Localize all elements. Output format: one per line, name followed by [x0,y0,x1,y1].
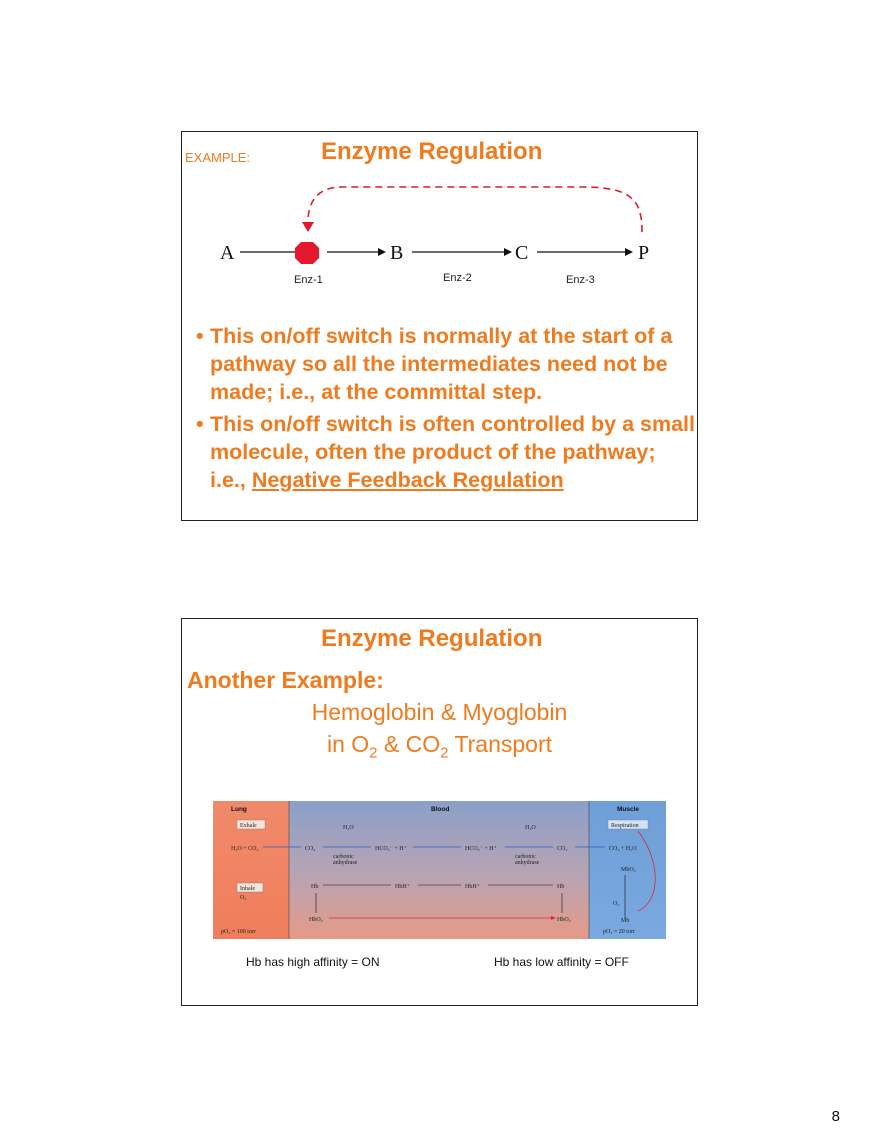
stop-octagon-icon [295,242,319,264]
h2o-co2-lung: H₂O + CO₂ [231,846,259,852]
arrowhead-enz3 [625,248,633,256]
slide-enzyme-regulation-1 [181,131,698,521]
co2-h2o-muscle: CO₂ + H₂O [609,846,637,852]
slide2-title: Enzyme Regulation [321,625,543,652]
hco3-left: HCO₃⁻ + H⁺ [375,846,407,852]
node-b: B [390,242,404,264]
enz-2-label: Enz-2 [443,272,472,284]
bullet-item: • This on/off switch is normally at the start of a pathway so all the intermediates need not be made; i.e., at the committal step. [196,322,696,406]
caption-low-affinity: Hb has low affinity = OFF [494,955,629,969]
carbonic-right: carbonic [515,854,536,860]
enz-1-label: Enz-1 [294,274,323,286]
co2-left: CO₂ [305,846,316,852]
bullet-item: • This on/off switch is often controlled by a small molecule, often the product of the pathway; i.e., Negative Feedback Regulation [196,412,695,492]
respiration-label: Respiration [611,823,639,829]
exhale-label: Exhale [240,823,257,829]
example-label: EXAMPLE: [185,150,251,165]
hbh-left: HbH⁺ [395,884,410,890]
bullet-text: This on/off switch is normally at the start of a pathway so all the intermediates need not be made; i.e., at the committal step. [210,324,673,404]
slide1-title: Enzyme Regulation [321,138,543,165]
h2o-right: H₂O [525,825,536,831]
page-number: 8 [831,1108,840,1125]
hbh-right: HbH⁺ [465,884,480,890]
feedback-arrowhead [302,222,314,232]
transport-line-part: Transport [448,731,553,757]
node-p: P [638,242,650,264]
bullet-list [196,322,696,498]
node-c: C [515,242,529,264]
feedback-arrow [308,187,642,232]
caption-high-affinity: Hb has high affinity = ON [246,955,380,969]
muscle-label: Muscle [617,806,640,813]
bullet-text: This on/off switch is often controlled by a small molecule, often the product of the pathway; i.e., [210,412,695,492]
hbo2-left: HbO₂ [309,917,323,923]
hbo2-right: HbO₂ [557,917,571,923]
pathway-diagram [182,172,697,292]
slide2-subtitle: Another Example: [187,667,384,693]
o2-muscle: O₂ [613,901,620,907]
hco3-right: HCO₃⁻ + H⁺ [465,846,497,852]
h2o-left: H₂O [343,825,354,831]
po2-lung: pO₂ = 100 torr [221,929,256,935]
mb-label: Mb [621,918,630,924]
anhydrase-left: anhydrase [333,860,358,866]
node-a: A [220,242,235,264]
anhydrase-right: anhydrase [515,860,540,866]
negative-feedback-link: Negative Feedback Regulation [251,468,564,492]
transport-line [182,731,697,762]
slide-enzyme-regulation-2 [181,618,698,1006]
hb-left: Hb [311,884,319,890]
arrowhead-enz1 [378,248,386,256]
arrowhead-enz2 [504,248,512,256]
o2-inhale: O₂ [240,895,247,901]
po2-muscle: pO₂ = 20 torr [603,929,635,935]
co2-right: CO₂ [557,846,568,852]
subscript: 2 [440,744,449,762]
transport-line-part: & CO [377,731,441,757]
blood-label: Blood [431,806,450,813]
subscript: 2 [369,744,378,762]
carbonic-left: carbonic [333,854,354,860]
hb-right: Hb [557,884,565,890]
hemoglobin-line: Hemoglobin & Myoglobin [311,699,568,725]
mbo2-label: MbO₂ [621,867,636,873]
transport-line-part: in O [326,731,370,757]
inhale-label: Inhale [240,886,255,892]
lung-label: Lung [231,806,247,813]
gas-transport-figure [213,801,668,941]
enz-3-label: Enz-3 [566,274,595,286]
